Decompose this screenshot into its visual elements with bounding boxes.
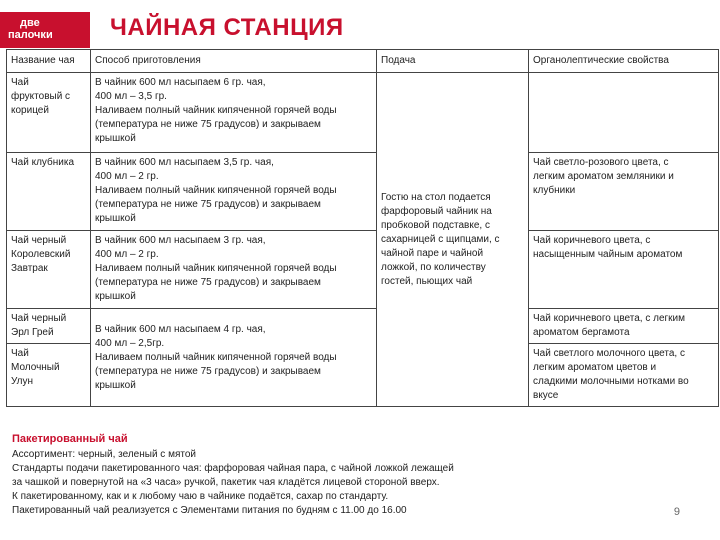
- logo-text-1: две: [20, 17, 40, 29]
- tea-name-cell: Чай Молочный Улун: [7, 344, 91, 407]
- packaged-heading: Пакетированный чай: [12, 433, 128, 445]
- tea-name-cell: Чай клубника: [7, 153, 91, 231]
- table-row: [7, 309, 719, 344]
- packaged-line: за чашкой и повернутой на «3 часа» ручкой, пакетик чая кладётся лицевой стороной вверх.: [12, 477, 440, 488]
- tea-name-cell: Чай фруктовый с корицей: [7, 73, 91, 153]
- table-row: [7, 73, 719, 153]
- props-cell: Чай светло-розового цвета, с легким ароматом земляники и клубники: [529, 153, 719, 231]
- table-row: [7, 231, 719, 309]
- column-header: Подача: [377, 50, 529, 73]
- method-cell: В чайник 600 мл насыпаем 6 гр. чая, 400 мл – 3,5 гр. Наливаем полный чайник кипяченной горячей воды (температура не ниже 75 градусов) и закрываем крышкой: [91, 73, 377, 153]
- packaged-line: К пакетированному, как и к любому чаю в чайнике подаётся, сахар по стандарту.: [12, 491, 389, 502]
- column-header: Название чая: [7, 50, 91, 73]
- packaged-line: Ассортимент: черный, зеленый с мятой: [12, 449, 196, 460]
- serving-cell: Гостю на стол подается фарфоровый чайник на пробковой подставке, с сахарницей с щипцами, с чайной паре и чайной ложкой, по количеству гостей, пьющих чай: [377, 73, 529, 407]
- table-header-row: [7, 50, 719, 73]
- table-row: [7, 153, 719, 231]
- column-header: Способ приготовления: [91, 50, 377, 73]
- tea-name-cell: Чай черный Королевский Завтрак: [7, 231, 91, 309]
- column-header: Органолептические свойства: [529, 50, 719, 73]
- packaged-line: Стандарты подачи пакетированного чая: фарфоровая чайная пара, с чайной ложкой лежащей: [12, 463, 454, 474]
- packaged-line: Пакетированный чай реализуется с Элементами питания по будням с 11.00 до 16.00: [12, 505, 407, 516]
- props-cell: [529, 73, 719, 153]
- props-cell: Чай коричневого цвета, с насыщенным чайным ароматом: [529, 231, 719, 309]
- logo-text-2: палочки: [8, 29, 53, 41]
- page-title: ЧАЙНАЯ СТАНЦИЯ: [110, 14, 344, 41]
- page-number: 9: [673, 506, 680, 518]
- packaged-tea-section: [12, 432, 454, 518]
- method-cell: В чайник 600 мл насыпаем 3,5 гр. чая, 400 мл – 2 гр. Наливаем полный чайник кипяченной горячей воды (температура не ниже 75 градусов) и закрываем крышкой: [91, 153, 377, 231]
- props-cell: Чай коричневого цвета, с легким ароматом бергамота: [529, 309, 719, 344]
- method-cell: В чайник 600 мл насыпаем 4 гр. чая, 400 мл – 2,5гр. Наливаем полный чайник кипяченной горячей воды (температура не ниже 75 градусов) и закрываем крышкой: [91, 309, 377, 407]
- props-cell: Чай светлого молочного цвета, с легким ароматом цветов и сладкими молочными нотками во вкусе: [529, 344, 719, 407]
- tea-name-cell: Чай черный Эрл Грей: [7, 309, 91, 344]
- brand-logo: [0, 12, 90, 48]
- method-cell: В чайник 600 мл насыпаем 3 гр. чая, 400 мл – 2 гр. Наливаем полный чайник кипяченной горячей воды (температура не ниже 75 градусов) и закрываем крышкой: [91, 231, 377, 309]
- tea-table: [6, 49, 719, 407]
